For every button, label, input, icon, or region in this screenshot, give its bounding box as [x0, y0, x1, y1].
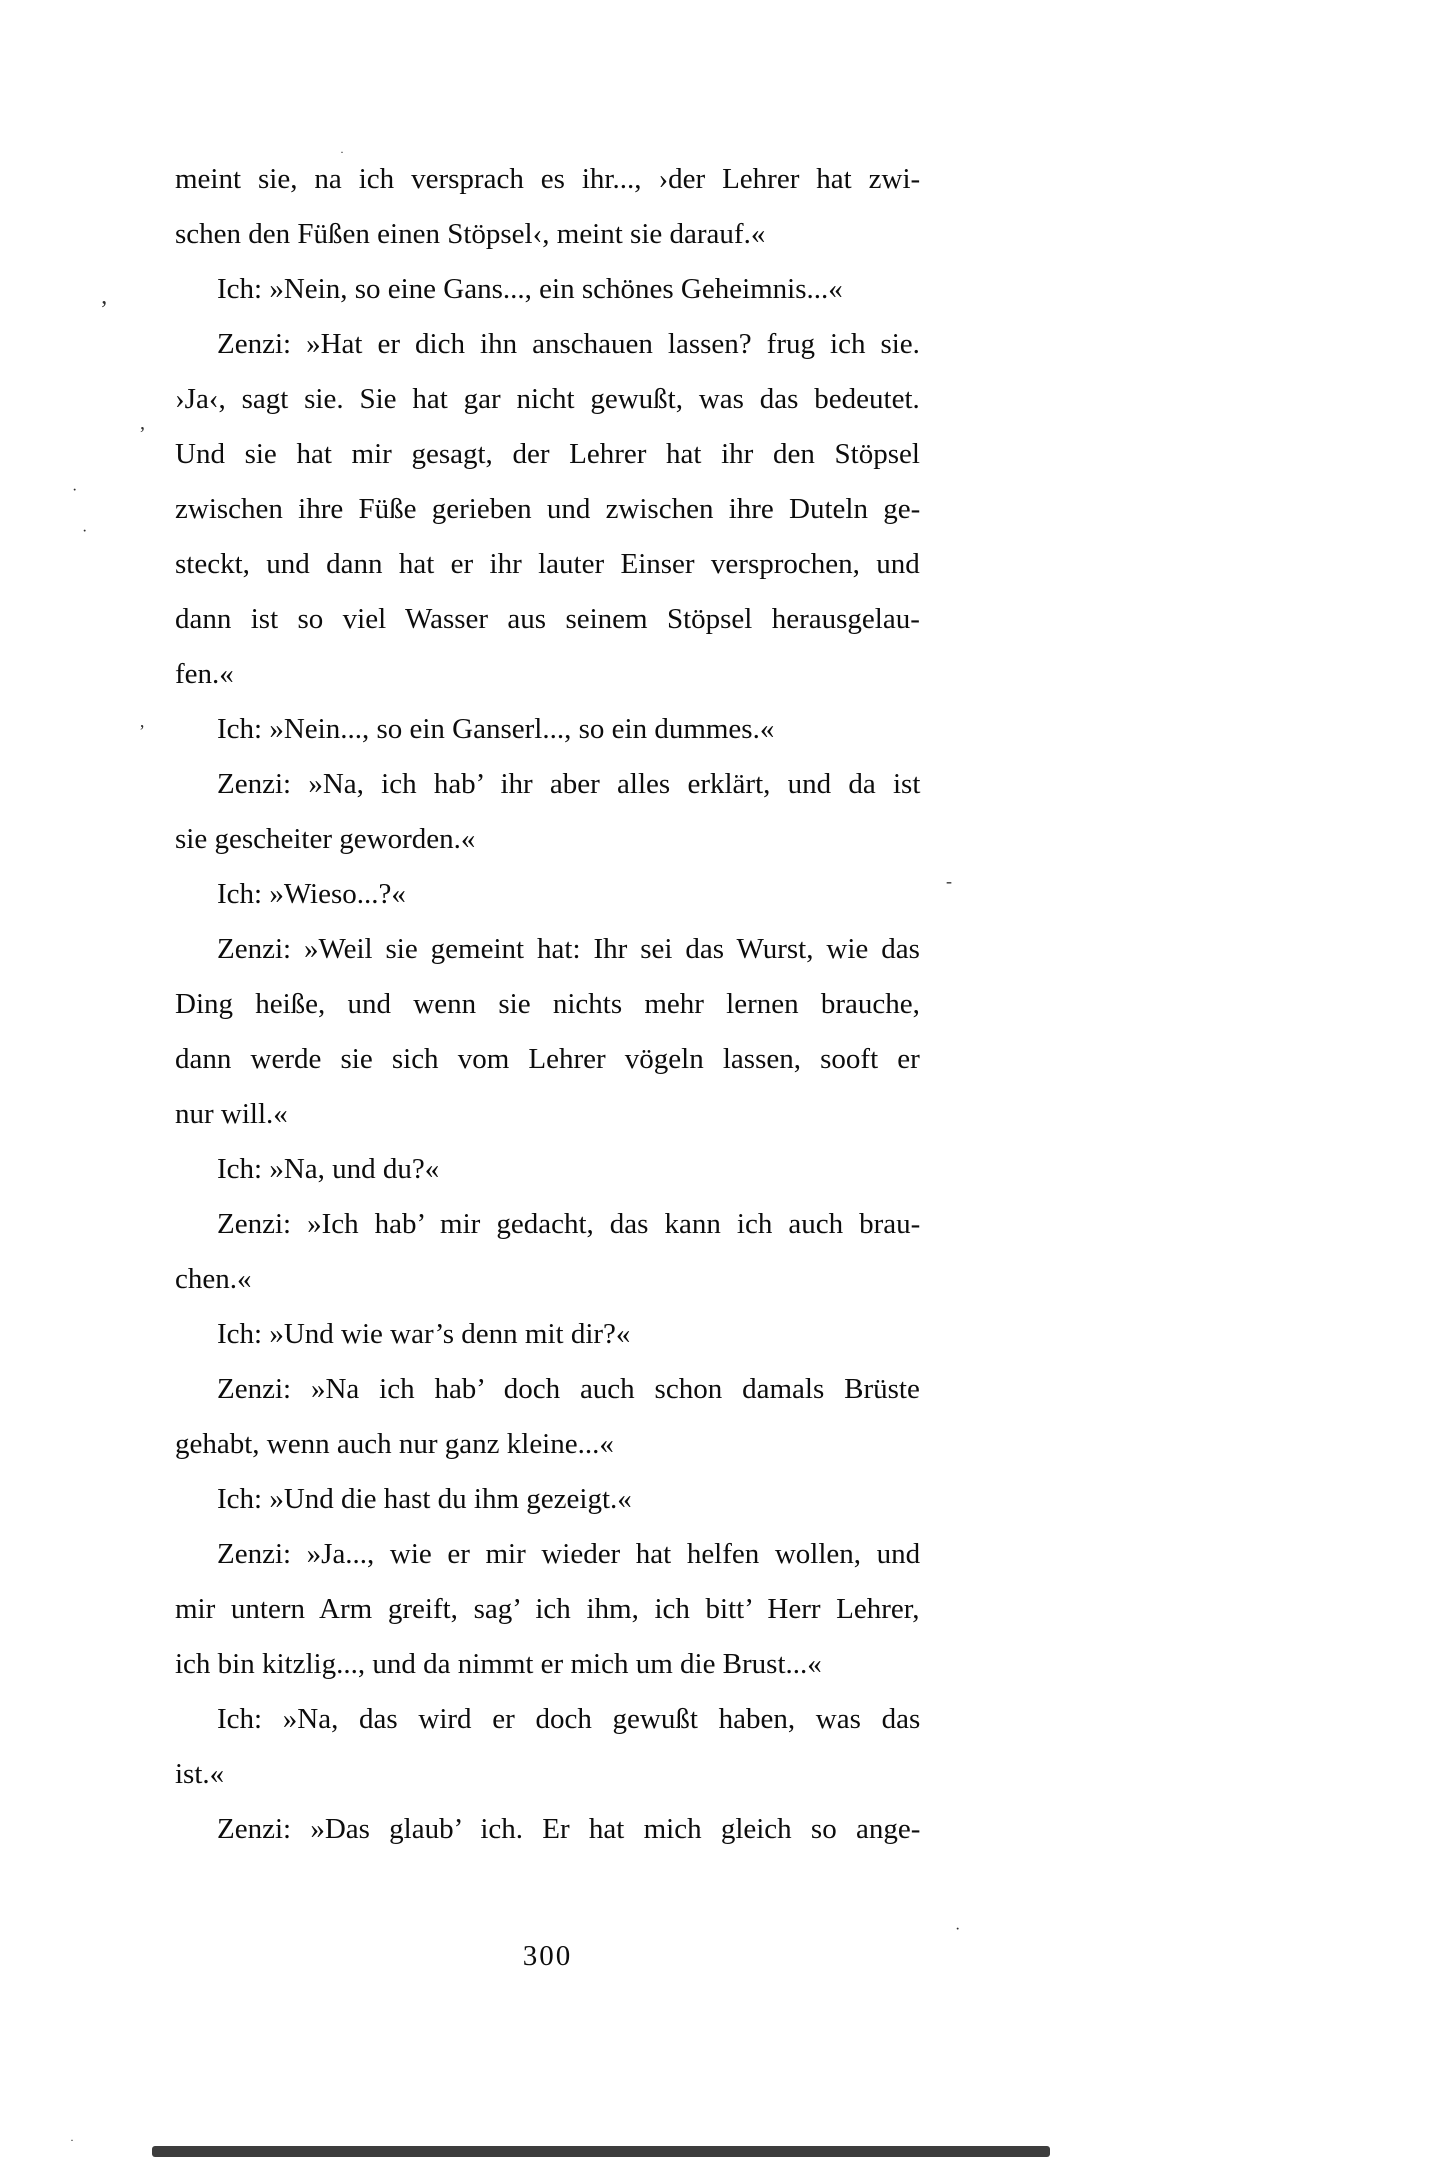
text-line [175, 1362, 920, 1417]
text-line [175, 1142, 920, 1197]
text-line-text: Zenzi: »Hat er dich ihn anschauen lassen? frug ich sie. [217, 328, 920, 360]
scan-speck: ’ [139, 721, 145, 741]
text-line-text: schen den Füßen einen Stöpsel‹, meint sie darauf.« [175, 218, 766, 250]
text-line-text: Ich: »Na, und du?« [217, 1153, 440, 1185]
text-line [175, 1032, 920, 1087]
text-line-text: dann ist so viel Wasser aus seinem Stöpsel herausgelau- [175, 603, 920, 635]
text-line [175, 537, 920, 592]
scan-speck: · [82, 523, 88, 540]
text-line-text: steckt, und dann hat er ihr lauter Einser versprochen, und [175, 548, 920, 580]
text-line [175, 922, 920, 977]
scan-speck: ’ [100, 297, 108, 323]
scan-speck: ’ [139, 423, 146, 445]
text-line-text: mir untern Arm greift, sag’ ich ihm, ich bitt’ Herr Lehrer, [175, 1593, 920, 1625]
text-line-text: Ich: »Wieso...?« [217, 878, 406, 910]
text-line [175, 1252, 920, 1307]
text-line [175, 372, 920, 427]
text-line [175, 427, 920, 482]
scan-speck: · [72, 482, 78, 499]
text-line-text: Ich: »Und die hast du ihm gezeigt.« [217, 1483, 632, 1515]
text-line [175, 152, 920, 207]
text-line [175, 1802, 920, 1857]
text-line-text: Ich: »Und wie war’s denn mit dir?« [217, 1318, 631, 1350]
text-line [175, 647, 920, 702]
text-line [175, 1582, 920, 1637]
text-line-text: nur will.« [175, 1098, 288, 1130]
text-line-text: ist.« [175, 1758, 225, 1790]
scan-speck: · [340, 145, 344, 159]
text-line [175, 207, 920, 262]
text-line-text: Zenzi: »Weil sie gemeint hat: Ihr sei das Wurst, wie das [217, 933, 920, 965]
text-line-text: dann werde sie sich vom Lehrer vögeln lassen, sooft er [175, 1043, 920, 1075]
text-line-text: Zenzi: »Ja..., wie er mir wieder hat helfen wollen, und [217, 1538, 921, 1570]
text-line [175, 262, 920, 317]
text-line [175, 317, 920, 372]
text-line [175, 1527, 920, 1582]
scan-speck: · [955, 1921, 961, 1938]
text-line-text: Ich: »Nein..., so ein Ganserl..., so ein dummes.« [217, 713, 775, 745]
text-line-text: Ich: »Nein, so eine Gans..., ein schönes Geheimnis...« [217, 273, 843, 305]
text-line-text: ich bin kitzlig..., und da nimmt er mich um die Brust...« [175, 1648, 822, 1680]
text-line-text: Zenzi: »Ich hab’ mir gedacht, das kann ich auch brau- [217, 1208, 921, 1240]
page-number: 300 [522, 1940, 573, 1972]
text-line-text: fen.« [175, 658, 234, 690]
text-line-text: Zenzi: »Das glaub’ ich. Er hat mich gleich so ange- [217, 1813, 921, 1845]
scan-speck: - [946, 871, 952, 891]
text-line-text: chen.« [175, 1263, 252, 1295]
text-line-text: Ich: »Na, das wird er doch gewußt haben, was das [217, 1703, 921, 1735]
text-line [175, 702, 920, 757]
text-line [175, 1087, 920, 1142]
text-line-text: Und sie hat mir gesagt, der Lehrer hat ihr den Stöpsel [175, 438, 920, 470]
scan-speck: · [70, 2133, 74, 2147]
text-line [175, 757, 920, 812]
text-line [175, 1692, 920, 1747]
text-line-text: Zenzi: »Na ich hab’ doch auch schon damals Brüste [217, 1373, 920, 1405]
text-line [175, 867, 920, 922]
text-line-text: gehabt, wenn auch nur ganz kleine...« [175, 1428, 614, 1460]
text-line [175, 1472, 920, 1527]
text-line [175, 1197, 920, 1252]
scan-edge-bar [152, 2146, 1050, 2157]
text-line [175, 812, 920, 867]
text-line-text: Zenzi: »Na, ich hab’ ihr aber alles erklärt, und da ist [217, 768, 921, 800]
text-line [175, 1747, 920, 1802]
text-line-text: zwischen ihre Füße gerieben und zwischen ihre Duteln ge- [175, 493, 921, 525]
text-line-text: meint sie, na ich versprach es ihr..., ›der Lehrer hat zwi- [175, 163, 921, 195]
text-line [175, 482, 920, 537]
text-line [175, 977, 920, 1032]
text-line [175, 1417, 920, 1472]
text-line [175, 1307, 920, 1362]
text-line-text: Ding heiße, und wenn sie nichts mehr lernen brauche, [175, 988, 920, 1020]
text-line-text: sie gescheiter geworden.« [175, 823, 476, 855]
text-line [175, 1637, 920, 1692]
text-line [175, 592, 920, 647]
text-line-text: ›Ja‹, sagt sie. Sie hat gar nicht gewußt, was das bedeutet. [175, 383, 920, 415]
text-block [175, 152, 920, 1857]
